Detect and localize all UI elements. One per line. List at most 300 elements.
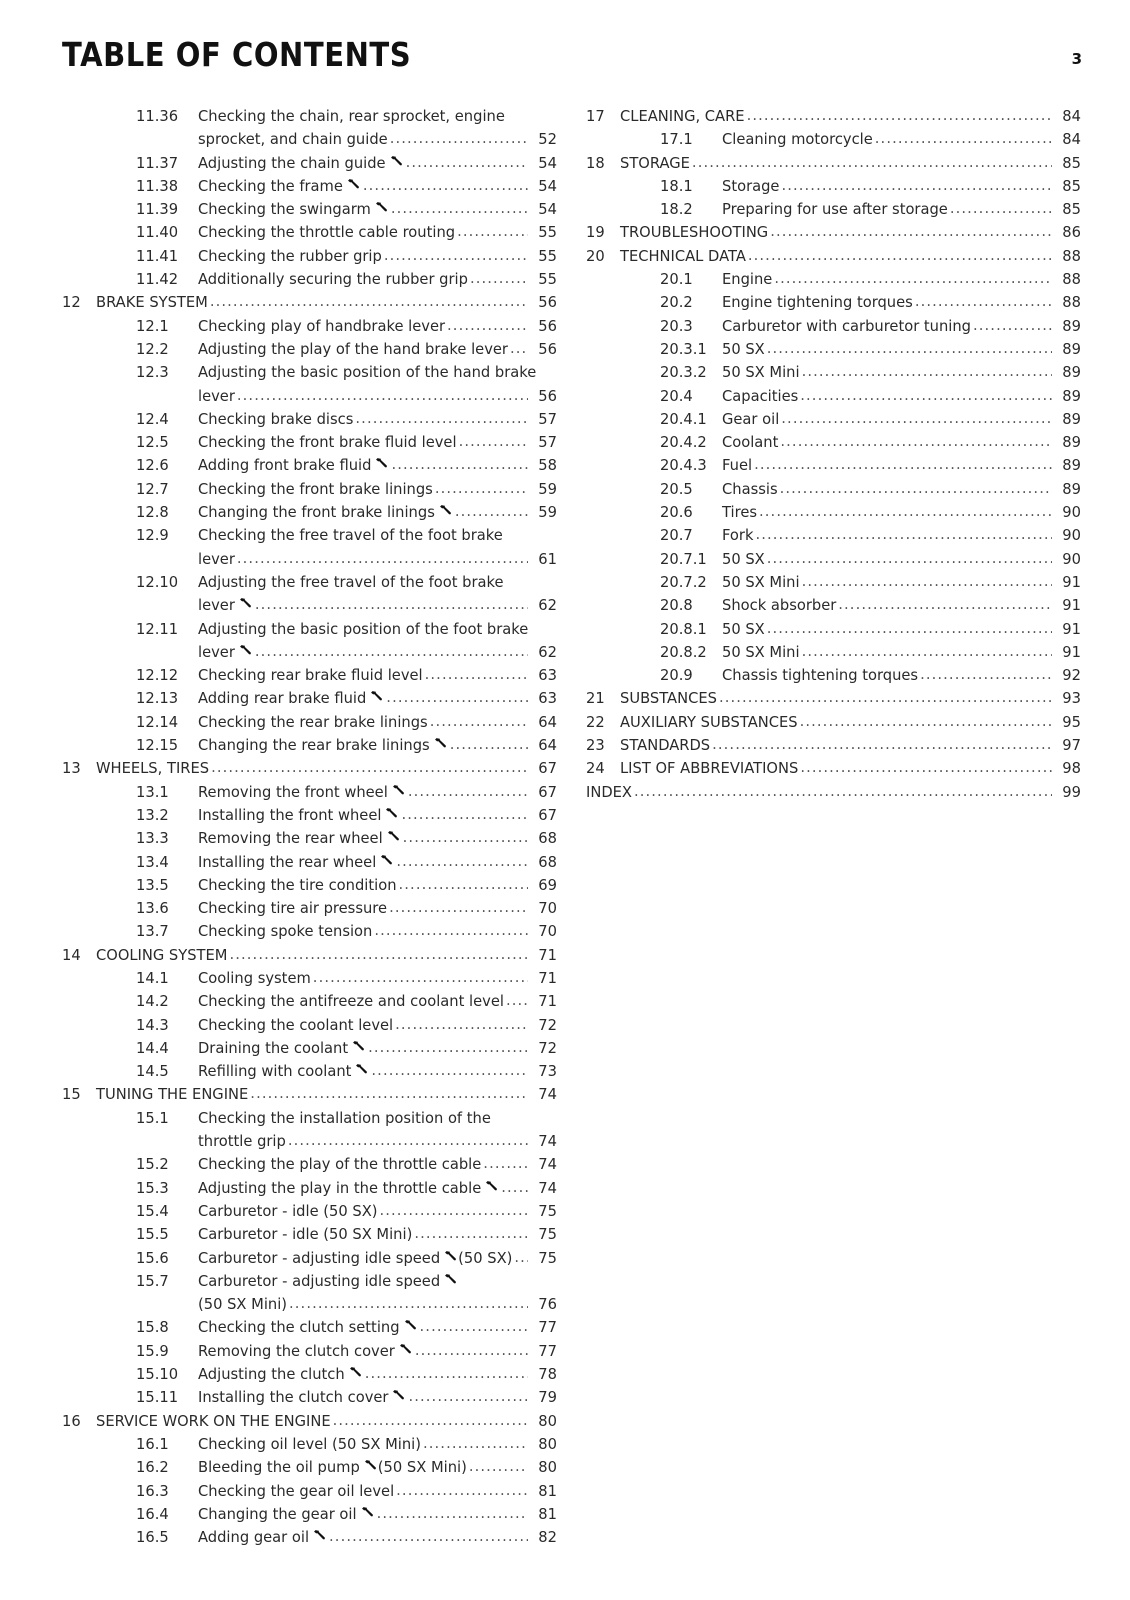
toc-entry[interactable]	[62, 152, 557, 175]
toc-entry[interactable]	[62, 1223, 557, 1246]
toc-entry[interactable]	[62, 431, 557, 454]
toc-entry-subnumber: 15.4	[136, 1202, 169, 1220]
toc-entry[interactable]	[62, 1526, 557, 1549]
toc-entry[interactable]	[586, 338, 1081, 361]
toc-entry-body	[620, 128, 1081, 151]
toc-entry[interactable]	[62, 408, 557, 431]
dot-leader	[420, 1315, 528, 1338]
toc-entry-wrap-line	[198, 594, 557, 617]
dot-leader	[408, 1385, 528, 1408]
toc-entry-text-block	[198, 1014, 557, 1037]
toc-entry-title-line	[722, 408, 1081, 431]
dot-leader	[802, 360, 1052, 383]
toc-entry-title: Removing the front wheel	[198, 783, 388, 801]
toc-entry[interactable]	[62, 967, 557, 990]
toc-entry-body	[96, 1433, 557, 1456]
toc-entry-subnumber: 20.2	[660, 294, 693, 312]
toc-entry-title-line	[198, 175, 557, 198]
toc-entry-page: 54	[538, 201, 557, 219]
toc-columns	[0, 105, 1130, 1549]
toc-entry[interactable]	[62, 711, 557, 734]
toc-entry-text-block	[620, 757, 1081, 780]
toc-entry-body	[96, 198, 557, 221]
dot-leader	[950, 197, 1052, 220]
toc-entry-body	[620, 524, 1081, 547]
toc-entry-number: 23	[586, 737, 605, 755]
toc-entry-text-block	[722, 548, 1081, 571]
toc-entry[interactable]	[586, 198, 1081, 221]
toc-entry[interactable]	[62, 454, 557, 477]
toc-entry-text-block	[198, 687, 557, 710]
page-title: TABLE OF CONTENTS	[62, 35, 412, 74]
toc-entry[interactable]	[586, 524, 1081, 547]
toc-entry-title-line	[722, 478, 1081, 501]
toc-entry[interactable]	[62, 664, 557, 687]
toc-entry[interactable]	[62, 1363, 557, 1386]
toc-entry[interactable]	[62, 1386, 557, 1409]
dot-leader	[396, 850, 528, 873]
toc-entry-body	[96, 664, 557, 687]
toc-entry-body	[96, 478, 557, 501]
toc-entry-title-line	[198, 1247, 557, 1270]
toc-entry-title: Chassis tightening torques	[722, 667, 919, 685]
toc-entry-page: 88	[1062, 247, 1081, 265]
toc-entry[interactable]	[62, 501, 557, 524]
toc-entry-body	[96, 687, 557, 710]
toc-entry-subnumber: 20.7.2	[660, 573, 707, 591]
toc-entry-body	[96, 268, 557, 291]
toc-entry-page: 59	[538, 480, 557, 498]
dot-leader	[457, 220, 528, 243]
dot-leader	[767, 337, 1052, 360]
toc-entry[interactable]	[586, 757, 1081, 780]
toc-entry-page: 62	[538, 643, 557, 661]
toc-entry-title: throttle grip	[198, 1133, 286, 1151]
toc-entry-page: 71	[538, 993, 557, 1011]
dot-leader	[211, 756, 528, 779]
toc-entry-text-block	[198, 990, 557, 1013]
toc-entry[interactable]	[62, 1456, 557, 1479]
toc-entry-page: 67	[538, 760, 557, 778]
toc-entry[interactable]	[62, 944, 557, 967]
toc-entry[interactable]	[62, 1200, 557, 1223]
toc-entry-text-block	[620, 221, 1081, 244]
toc-entry-body	[96, 454, 557, 477]
toc-entry-title: Adding rear brake fluid	[198, 690, 367, 708]
toc-entry[interactable]	[62, 105, 557, 152]
wrench-icon	[239, 597, 252, 610]
toc-entry[interactable]	[586, 454, 1081, 477]
toc-entry-page: 57	[538, 410, 557, 428]
toc-entry[interactable]	[586, 175, 1081, 198]
toc-entry[interactable]	[62, 1107, 557, 1154]
dot-leader	[391, 453, 528, 476]
toc-entry-subnumber: 16.2	[136, 1459, 169, 1477]
toc-entry[interactable]	[62, 315, 557, 338]
toc-entry-title-line	[198, 711, 557, 734]
toc-entry-page: 80	[538, 1412, 557, 1430]
toc-entry-page: 54	[538, 154, 557, 172]
toc-entry-title: Checking oil level (50 SX Mini)	[198, 1435, 421, 1453]
page-number: 3	[1071, 50, 1082, 68]
toc-entry[interactable]	[62, 1316, 557, 1339]
toc-entry-subnumber: 20.9	[660, 667, 693, 685]
toc-entry-page: 82	[538, 1529, 557, 1547]
dot-leader	[368, 1036, 528, 1059]
toc-entry-text-block	[722, 454, 1081, 477]
toc-entry-title-line	[722, 431, 1081, 454]
toc-entry-page: 90	[1062, 550, 1081, 568]
toc-entry-subnumber: 20.1	[660, 271, 693, 289]
wrench-icon	[404, 1319, 417, 1332]
toc-entry-subnumber: 11.40	[136, 224, 179, 242]
toc-entry-title: Installing the clutch cover	[198, 1389, 389, 1407]
toc-entry[interactable]	[62, 245, 557, 268]
toc-entry-text-block	[722, 315, 1081, 338]
toc-entry[interactable]	[586, 641, 1081, 664]
toc-entry-subnumber: 20.8.2	[660, 643, 707, 661]
toc-entry[interactable]	[586, 408, 1081, 431]
toc-entry-subnumber: 11.41	[136, 247, 179, 265]
toc-entry-title: TECHNICAL DATA	[620, 247, 746, 265]
toc-entry-title-line	[198, 804, 557, 827]
toc-entry[interactable]	[62, 990, 557, 1013]
dot-leader	[363, 174, 528, 197]
toc-entry[interactable]	[62, 1270, 557, 1317]
toc-entry-title-line	[722, 361, 1081, 384]
toc-entry-subnumber: 15.7	[136, 1272, 169, 1290]
toc-entry-title-line	[198, 1107, 557, 1130]
toc-entry[interactable]	[62, 1037, 557, 1060]
toc-entry-title-line	[198, 454, 557, 477]
toc-entry-page: 85	[1062, 177, 1081, 195]
toc-entry-page: 91	[1062, 620, 1081, 638]
toc-entry[interactable]	[62, 198, 557, 221]
toc-entry-body	[620, 571, 1081, 594]
toc-entry-subnumber: 15.11	[136, 1389, 179, 1407]
toc-entry[interactable]	[62, 757, 557, 780]
toc-entry[interactable]	[586, 618, 1081, 641]
toc-entry-body	[96, 501, 557, 524]
toc-entry[interactable]	[62, 1060, 557, 1083]
toc-entry-text-block	[198, 198, 557, 221]
toc-entry[interactable]	[62, 827, 557, 850]
toc-entry-text-block	[96, 1410, 557, 1433]
toc-entry[interactable]	[586, 361, 1081, 384]
toc-entry[interactable]	[586, 431, 1081, 454]
toc-entry-title: lever	[198, 597, 235, 615]
toc-entry-text-block	[198, 1456, 557, 1479]
wrench-icon	[313, 1529, 326, 1542]
toc-entry-subnumber: 20.3.2	[660, 364, 707, 382]
toc-entry-title-line	[198, 1037, 557, 1060]
toc-entry[interactable]	[586, 291, 1081, 314]
toc-entry-title: Installing the front wheel	[198, 806, 382, 824]
dot-leader	[430, 710, 528, 733]
toc-entry-title: Fuel	[722, 457, 753, 475]
toc-entry-text-block	[198, 221, 557, 244]
toc-entry-title-line	[96, 1410, 557, 1433]
toc-entry-page: 78	[538, 1366, 557, 1384]
toc-entry[interactable]	[62, 618, 557, 665]
toc-entry-title: Engine	[722, 271, 773, 289]
toc-entry-page: 72	[538, 1016, 557, 1034]
toc-entry[interactable]	[62, 361, 557, 408]
toc-entry-title-line	[198, 245, 557, 268]
toc-entry-title: Checking tire air pressure	[198, 900, 388, 918]
toc-entry-title: TUNING THE ENGINE	[96, 1086, 249, 1104]
toc-entry-subnumber: 20.7.1	[660, 550, 707, 568]
toc-entry-title: CLEANING, CARE	[620, 108, 745, 125]
toc-entry-body	[96, 851, 557, 874]
toc-entry[interactable]	[586, 501, 1081, 524]
toc-entry[interactable]	[62, 175, 557, 198]
toc-entry-body	[96, 1316, 557, 1339]
toc-entry-page: 90	[1062, 527, 1081, 545]
toc-entry-title-line	[620, 152, 1081, 175]
toc-entry-text-block	[620, 105, 1081, 128]
toc-entry[interactable]	[586, 385, 1081, 408]
dot-leader	[408, 780, 528, 803]
toc-entry-text-block	[722, 198, 1081, 221]
toc-entry[interactable]	[62, 478, 557, 501]
toc-entry-title-line	[198, 198, 557, 221]
toc-entry-page: 80	[538, 1435, 557, 1453]
toc-entry-title: STANDARDS	[620, 737, 711, 755]
toc-entry-page: 56	[538, 294, 557, 312]
toc-entry[interactable]	[586, 478, 1081, 501]
toc-entry[interactable]	[62, 804, 557, 827]
toc-entry[interactable]	[586, 152, 1081, 175]
toc-entry-title: Removing the rear wheel	[198, 830, 383, 848]
toc-entry-body	[96, 1223, 557, 1246]
toc-entry-page: 74	[538, 1133, 557, 1151]
dot-leader	[514, 1246, 528, 1269]
toc-entry[interactable]	[586, 315, 1081, 338]
toc-entry-subnumber: 12.4	[136, 410, 169, 428]
toc-entry[interactable]	[62, 291, 557, 314]
toc-entry-text-block	[586, 781, 1081, 804]
toc-entry-text-block	[198, 827, 557, 850]
toc-entry[interactable]	[586, 734, 1081, 757]
toc-entry[interactable]	[62, 571, 557, 618]
toc-entry-subnumber: 20.6	[660, 504, 693, 522]
toc-entry-text-block	[198, 804, 557, 827]
toc-entry-title: Carburetor - idle (50 SX)	[198, 1202, 378, 1220]
toc-entry-body	[96, 315, 557, 338]
toc-entry[interactable]	[586, 594, 1081, 617]
toc-entry-text-block	[198, 1107, 557, 1154]
toc-entry-subnumber: 15.6	[136, 1249, 169, 1267]
dot-leader	[754, 453, 1052, 476]
dot-leader	[389, 896, 528, 919]
toc-entry-body	[620, 105, 1081, 128]
toc-entry-title-line	[198, 268, 557, 291]
toc-entry[interactable]	[62, 920, 557, 943]
toc-entry-title-line	[722, 454, 1081, 477]
toc-entry-text-block	[722, 641, 1081, 664]
toc-entry-subnumber: 12.3	[136, 364, 169, 382]
toc-entry-text-block	[198, 431, 557, 454]
toc-entry-body	[96, 711, 557, 734]
dot-leader	[719, 686, 1052, 709]
toc-entry[interactable]	[62, 1153, 557, 1176]
toc-entry-subnumber: 20.3	[660, 317, 693, 335]
toc-entry-page: 63	[538, 690, 557, 708]
toc-entry-subnumber: 12.8	[136, 504, 169, 522]
toc-entry-text-block	[198, 874, 557, 897]
toc-entry-title: Checking spoke tension	[198, 923, 373, 941]
toc-entry[interactable]	[62, 1340, 557, 1363]
toc-entry[interactable]	[586, 105, 1081, 128]
toc-entry-number: 14	[62, 946, 81, 964]
toc-entry[interactable]	[62, 1480, 557, 1503]
toc-entry[interactable]	[62, 734, 557, 757]
toc-entry-page: 75	[538, 1202, 557, 1220]
toc-entry[interactable]	[62, 897, 557, 920]
toc-entry-body	[96, 1386, 557, 1409]
toc-entry-body	[620, 385, 1081, 408]
toc-entry-text-block	[198, 105, 557, 152]
toc-entry-title: Storage	[722, 177, 780, 195]
toc-entry[interactable]	[586, 221, 1081, 244]
toc-entry[interactable]	[586, 711, 1081, 734]
toc-entry-title-line	[198, 1014, 557, 1037]
dot-leader	[365, 1362, 528, 1385]
toc-entry[interactable]	[62, 1247, 557, 1270]
dot-leader	[838, 593, 1052, 616]
toc-entry-body	[96, 175, 557, 198]
toc-entry[interactable]	[62, 1014, 557, 1037]
toc-entry-body	[96, 1526, 557, 1549]
toc-entry-body	[620, 338, 1081, 361]
toc-entry-text-block	[620, 152, 1081, 175]
toc-entry[interactable]	[62, 1433, 557, 1456]
toc-entry-title-line	[722, 618, 1081, 641]
toc-entry-page: 75	[538, 1249, 557, 1267]
toc-entry[interactable]	[62, 338, 557, 361]
toc-entry-title: Checking play of handbrake lever	[198, 317, 446, 335]
toc-entry-subnumber: 13.7	[136, 923, 169, 941]
toc-entry-page: 55	[538, 224, 557, 242]
toc-entry-text-block	[722, 175, 1081, 198]
toc-entry-text-block	[620, 734, 1081, 757]
toc-entry-subnumber: 16.5	[136, 1529, 169, 1547]
toc-entry-title: Preparing for use after storage	[722, 201, 948, 219]
toc-entry-text-block	[722, 618, 1081, 641]
toc-entry[interactable]	[586, 687, 1081, 710]
toc-entry[interactable]	[586, 548, 1081, 571]
toc-entry-page: 92	[1062, 667, 1081, 685]
toc-entry-page: 91	[1062, 643, 1081, 661]
toc-entry-page: 64	[538, 713, 557, 731]
toc-entry[interactable]	[62, 1410, 557, 1433]
toc-entry-title: 50 SX Mini	[722, 364, 800, 382]
wrench-icon	[385, 807, 398, 820]
dot-leader	[380, 1199, 529, 1222]
toc-entry-wrap-line	[198, 641, 557, 664]
toc-entry[interactable]	[586, 245, 1081, 268]
toc-entry-subnumber: 14.2	[136, 993, 169, 1011]
toc-entry-title-line	[198, 967, 557, 990]
toc-entry[interactable]	[62, 1177, 557, 1200]
toc-entry[interactable]	[62, 221, 557, 244]
toc-entry-text-block	[722, 524, 1081, 547]
toc-entry-body	[96, 1247, 557, 1270]
toc-entry-page: 74	[538, 1156, 557, 1174]
toc-entry[interactable]	[62, 1503, 557, 1526]
toc-entry-title-line	[198, 478, 557, 501]
toc-entry-text-block	[198, 361, 557, 408]
toc-entry-body	[96, 827, 557, 850]
toc-entry-title: Adjusting the clutch	[198, 1366, 345, 1384]
toc-entry[interactable]	[62, 1083, 557, 1106]
toc-entry-subnumber: 14.5	[136, 1063, 169, 1081]
toc-entry-text-block	[198, 1433, 557, 1456]
toc-entry[interactable]	[62, 524, 557, 571]
toc-entry-page: 88	[1062, 271, 1081, 289]
dot-leader	[634, 780, 1052, 803]
toc-column-right	[586, 105, 1081, 1549]
toc-entry-subnumber: 12.13	[136, 690, 179, 708]
toc-entry-body	[96, 1456, 557, 1479]
toc-entry-subnumber: 13.5	[136, 876, 169, 894]
toc-entry-title-line	[198, 408, 557, 431]
toc-entry-body	[96, 1107, 557, 1154]
toc-entry-title-line	[96, 944, 557, 967]
toc-entry[interactable]	[62, 781, 557, 804]
dot-leader	[210, 290, 528, 313]
toc-entry[interactable]	[586, 664, 1081, 687]
toc-entry-wrap-line	[198, 548, 557, 571]
toc-entry-title: Checking the frame	[198, 177, 343, 195]
toc-entry-title: Adjusting the chain guide	[198, 154, 386, 172]
dot-leader	[399, 873, 528, 896]
toc-entry-body	[620, 734, 1081, 757]
toc-entry-title-line	[198, 105, 557, 128]
dot-leader	[692, 151, 1052, 174]
toc-entry-number: 21	[586, 690, 605, 708]
toc-entry-title: Checking the coolant level	[198, 1016, 394, 1034]
toc-entry[interactable]	[62, 851, 557, 874]
toc-entry-title: Carburetor with carburetor tuning	[722, 317, 971, 335]
toc-entry-title: Coolant	[722, 434, 779, 452]
toc-entry[interactable]	[586, 571, 1081, 594]
dot-leader	[255, 593, 528, 616]
toc-entry[interactable]	[62, 687, 557, 710]
toc-entry-body	[96, 152, 557, 175]
toc-entry[interactable]	[62, 268, 557, 291]
wrench-icon	[399, 1343, 412, 1356]
toc-entry-title: Checking the rubber grip	[198, 247, 382, 265]
toc-entry-title-line	[722, 385, 1081, 408]
toc-entry-body	[620, 478, 1081, 501]
dot-leader	[510, 337, 528, 360]
toc-entry-title: (50 SX Mini)	[198, 1296, 288, 1314]
toc-entry[interactable]	[586, 268, 1081, 291]
toc-entry[interactable]	[586, 781, 1081, 804]
wrench-icon	[387, 830, 400, 843]
toc-entry-body	[96, 1083, 557, 1106]
wrench-icon	[439, 504, 452, 517]
toc-entry[interactable]	[62, 874, 557, 897]
toc-entry-body	[620, 268, 1081, 291]
toc-entry-text-block	[198, 734, 557, 757]
toc-entry-subnumber: 16.1	[136, 1435, 169, 1453]
toc-entry[interactable]	[586, 128, 1081, 151]
toc-entry-subnumber: 17.1	[660, 131, 693, 149]
toc-entry-title: LIST OF ABBREVIATIONS	[620, 760, 799, 778]
